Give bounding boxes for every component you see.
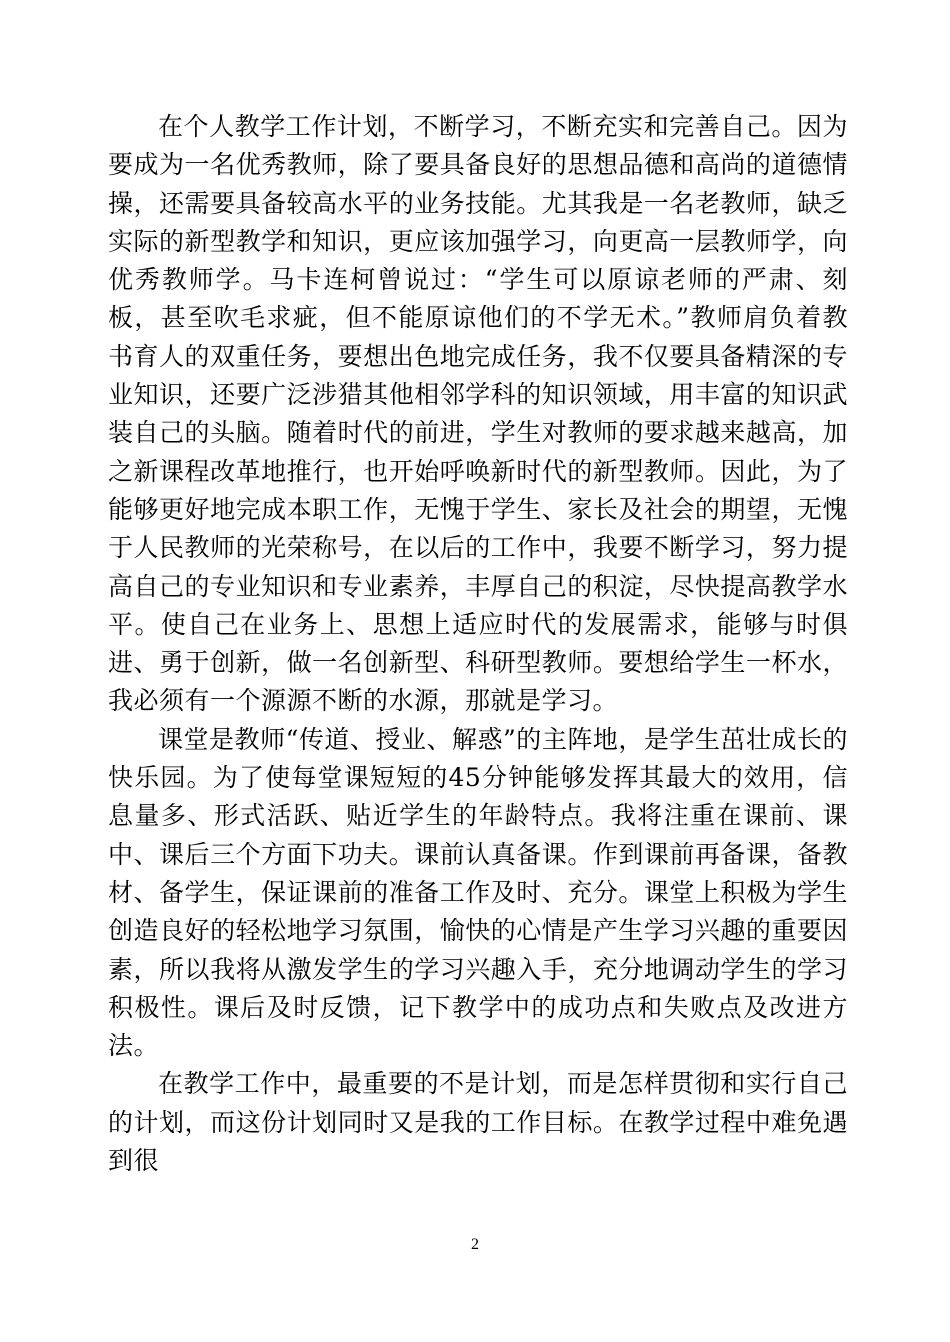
page-number: 2	[471, 1236, 479, 1253]
body-text	[108, 108, 848, 1180]
paragraph-self-improvement: 在个人教学工作计划，不断学习，不断充实和完善自己。因为要成为一名优秀教师，除了要具备良好的思想品德和高尚的道德情操，还需要具备较高水平的业务技能。尤其我是一名老教师，缺乏实际的新型教学和知识，更应该加强学习，向更高一层教师学，向优秀教师学。马卡连柯曾说过：“学生可以原谅老师的严肃、刻板，甚至吹毛求疵，但不能原谅他们的不学无术。”教师肩负着教书育人的双重任务，要想出色地完成任务，我不仅要具备精深的专业知识，还要广泛涉猎其他相邻学科的知识领域，用丰富的知识武装自己的头脑。随着时代的前进，学生对教师的要求越来越高，加之新课程改革地推行，也开始呼唤新时代的新型教师。因此，为了能够更好地完成本职工作，无愧于学生、家长及社会的期望，无愧于人民教师的光荣称号，在以后的工作中，我要不断学习，努力提高自己的专业知识和专业素养，丰厚自己的积淀，尽快提高教学水平。使自己在业务上、思想上适应时代的发展需求，能够与时俱进、勇于创新，做一名创新型、科研型教师。要想给学生一杯水，我必须有一个源源不断的水源，那就是学习。	[108, 112, 848, 716]
paragraph-teaching-plan: 在教学工作中，最重要的不是计划，而是怎样贯彻和实行自己的计划，而这份计划同时又是我的工作目标。在教学过程中难免遇到很	[108, 1069, 848, 1176]
paragraph-classroom: 课堂是教师“传道、授业、解惑”的主阵地，是学生茁壮成长的快乐园。为了使每堂课短短的45分钟能够发挥其最大的效用，信息量多、形式活跃、贴近学生的年龄特点。我将注重在课前、课中、课后三个方面下功夫。课前认真备课。作到课前再备课，备教材、备学生，保证课前的准备工作及时、充分。课堂上积极为学生创造良好的轻松地学习氛围，愉快的心情是产生学习兴趣的重要因素，所以我将从激发学生的学习兴趣入手，充分地调动学生的学习积极性。课后及时反馈，记下教学中的成功点和失败点及改进方法。	[108, 724, 848, 1061]
